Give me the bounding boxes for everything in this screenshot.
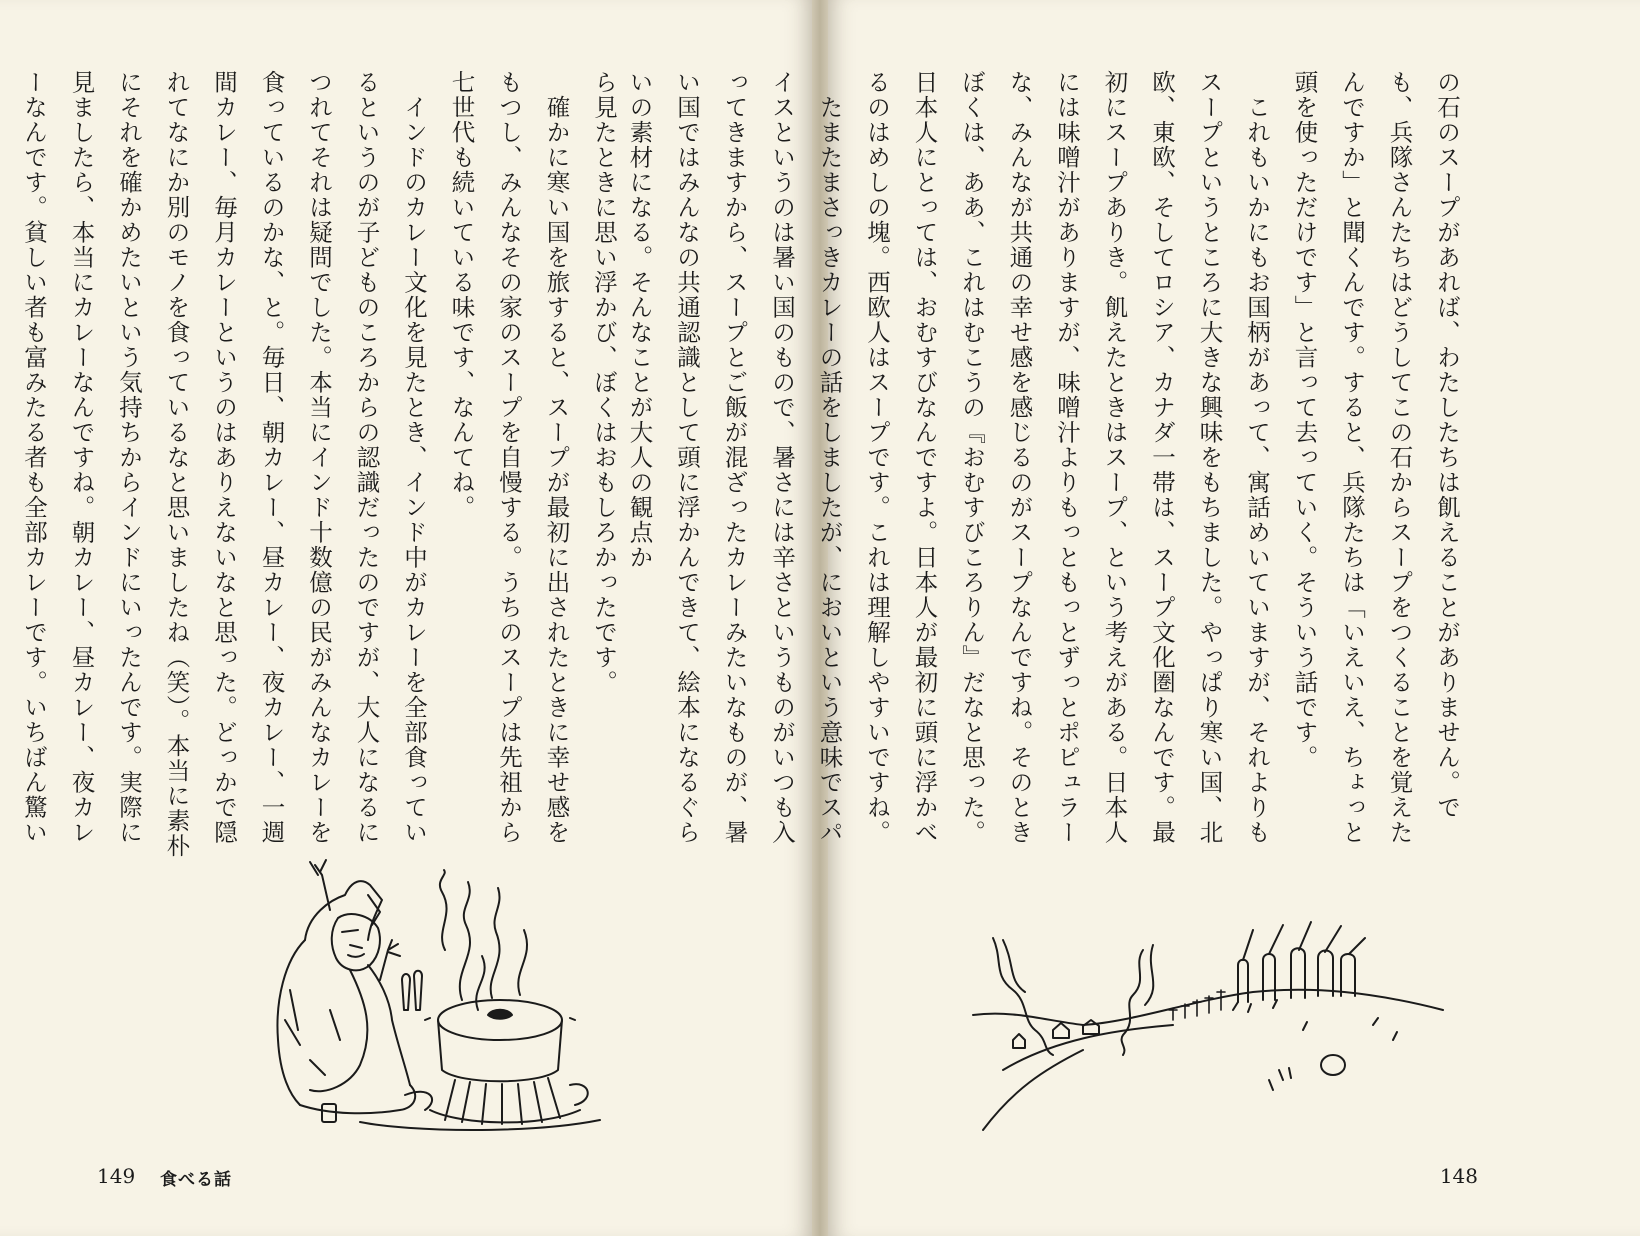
marching-soldiers-illustration: [973, 930, 1453, 1130]
right-page-number: 148: [1439, 1164, 1478, 1188]
right-page: [625, 0, 1640, 1236]
running-title: 食べる話: [160, 1170, 232, 1190]
soup-pot-illustration: [230, 870, 620, 1140]
left-page-number: 149: [97, 1164, 136, 1188]
right-page-body-text: の石のスープがあれば、わたしたちは飢えることがありません。でも、兵隊さんたちはどうしてこの石からスープをつくることを覚えたんですか」と聞くんです。すると、兵隊たちは「いえいえ、ちょっと頭を使っただけです」と言って去っていく。そういう話です。 これもいかにもお国柄があって、寓話めいていますが、それよりもスープというところに大きな興味をもちました。やっぱり寒い国、北欧、東欧、そしてロシア、カナダ一帯は、スープ文化圏なんです。最初にスープありき。飢えたときはスープ、という考えがある。日本人には味噌汁がありますが、味噌汁よりもっともっとずっとポピュラーな、みんなが共通の幸せ感を感じるのがスープなんですね。そのときぼくは、ああ、これはむこうの『おむすびころりん』だなと思った。日本人にとっては、おむすびなんですよ。日本人が最初に頭に浮かべるのはめしの塊。西欧人はスープです。これは理解しやすいですね。 たまたまさっきカレーの話をしましたが、においという意味でスパイスというのは暑い国のもので、暑さには辛さというものがいつも入ってきますから、スープとご飯が混ざったカレーみたいなものが、暑い国ではみんなの共通認識として頭に浮かんできて、絵本になるぐらいの素材になる。そんなことが大人の観点か: [625, 70, 1461, 845]
left-page-body-text: ら見たときに思い浮かび、ぼくはおもしろかったです。 確かに寒い国を旅すると、スープが最初に出されたときに幸せ感をもつし、みんなその家のスープを自慢する。うちのスープは先祖から七世代も続いている味です、なんてね。 インドのカレー文化を見たとき、インド中がカレーを全部食っているというのが子どものころからの認識だったのですが、大人になるにつれてそれは疑問でした。本当にインド十数億の民がみんなカレーを食っているのかな、と。毎日、朝カレー、昼カレー、夜カレー、一週間カレー、毎月カレーというのはありえないなと思った。どっかで隠れてなにか別のモノを食っているなと思いましたね（笑）。本当に素朴にそれを確かめたいという気持ちからインドにいったんです。実際に見ましたら、本当にカレーなんですね。朝カレー、昼カレー、夜カレーなんです。貧しい者も富みたる者も全部カレーです。いちばん驚い: [20, 70, 618, 859]
